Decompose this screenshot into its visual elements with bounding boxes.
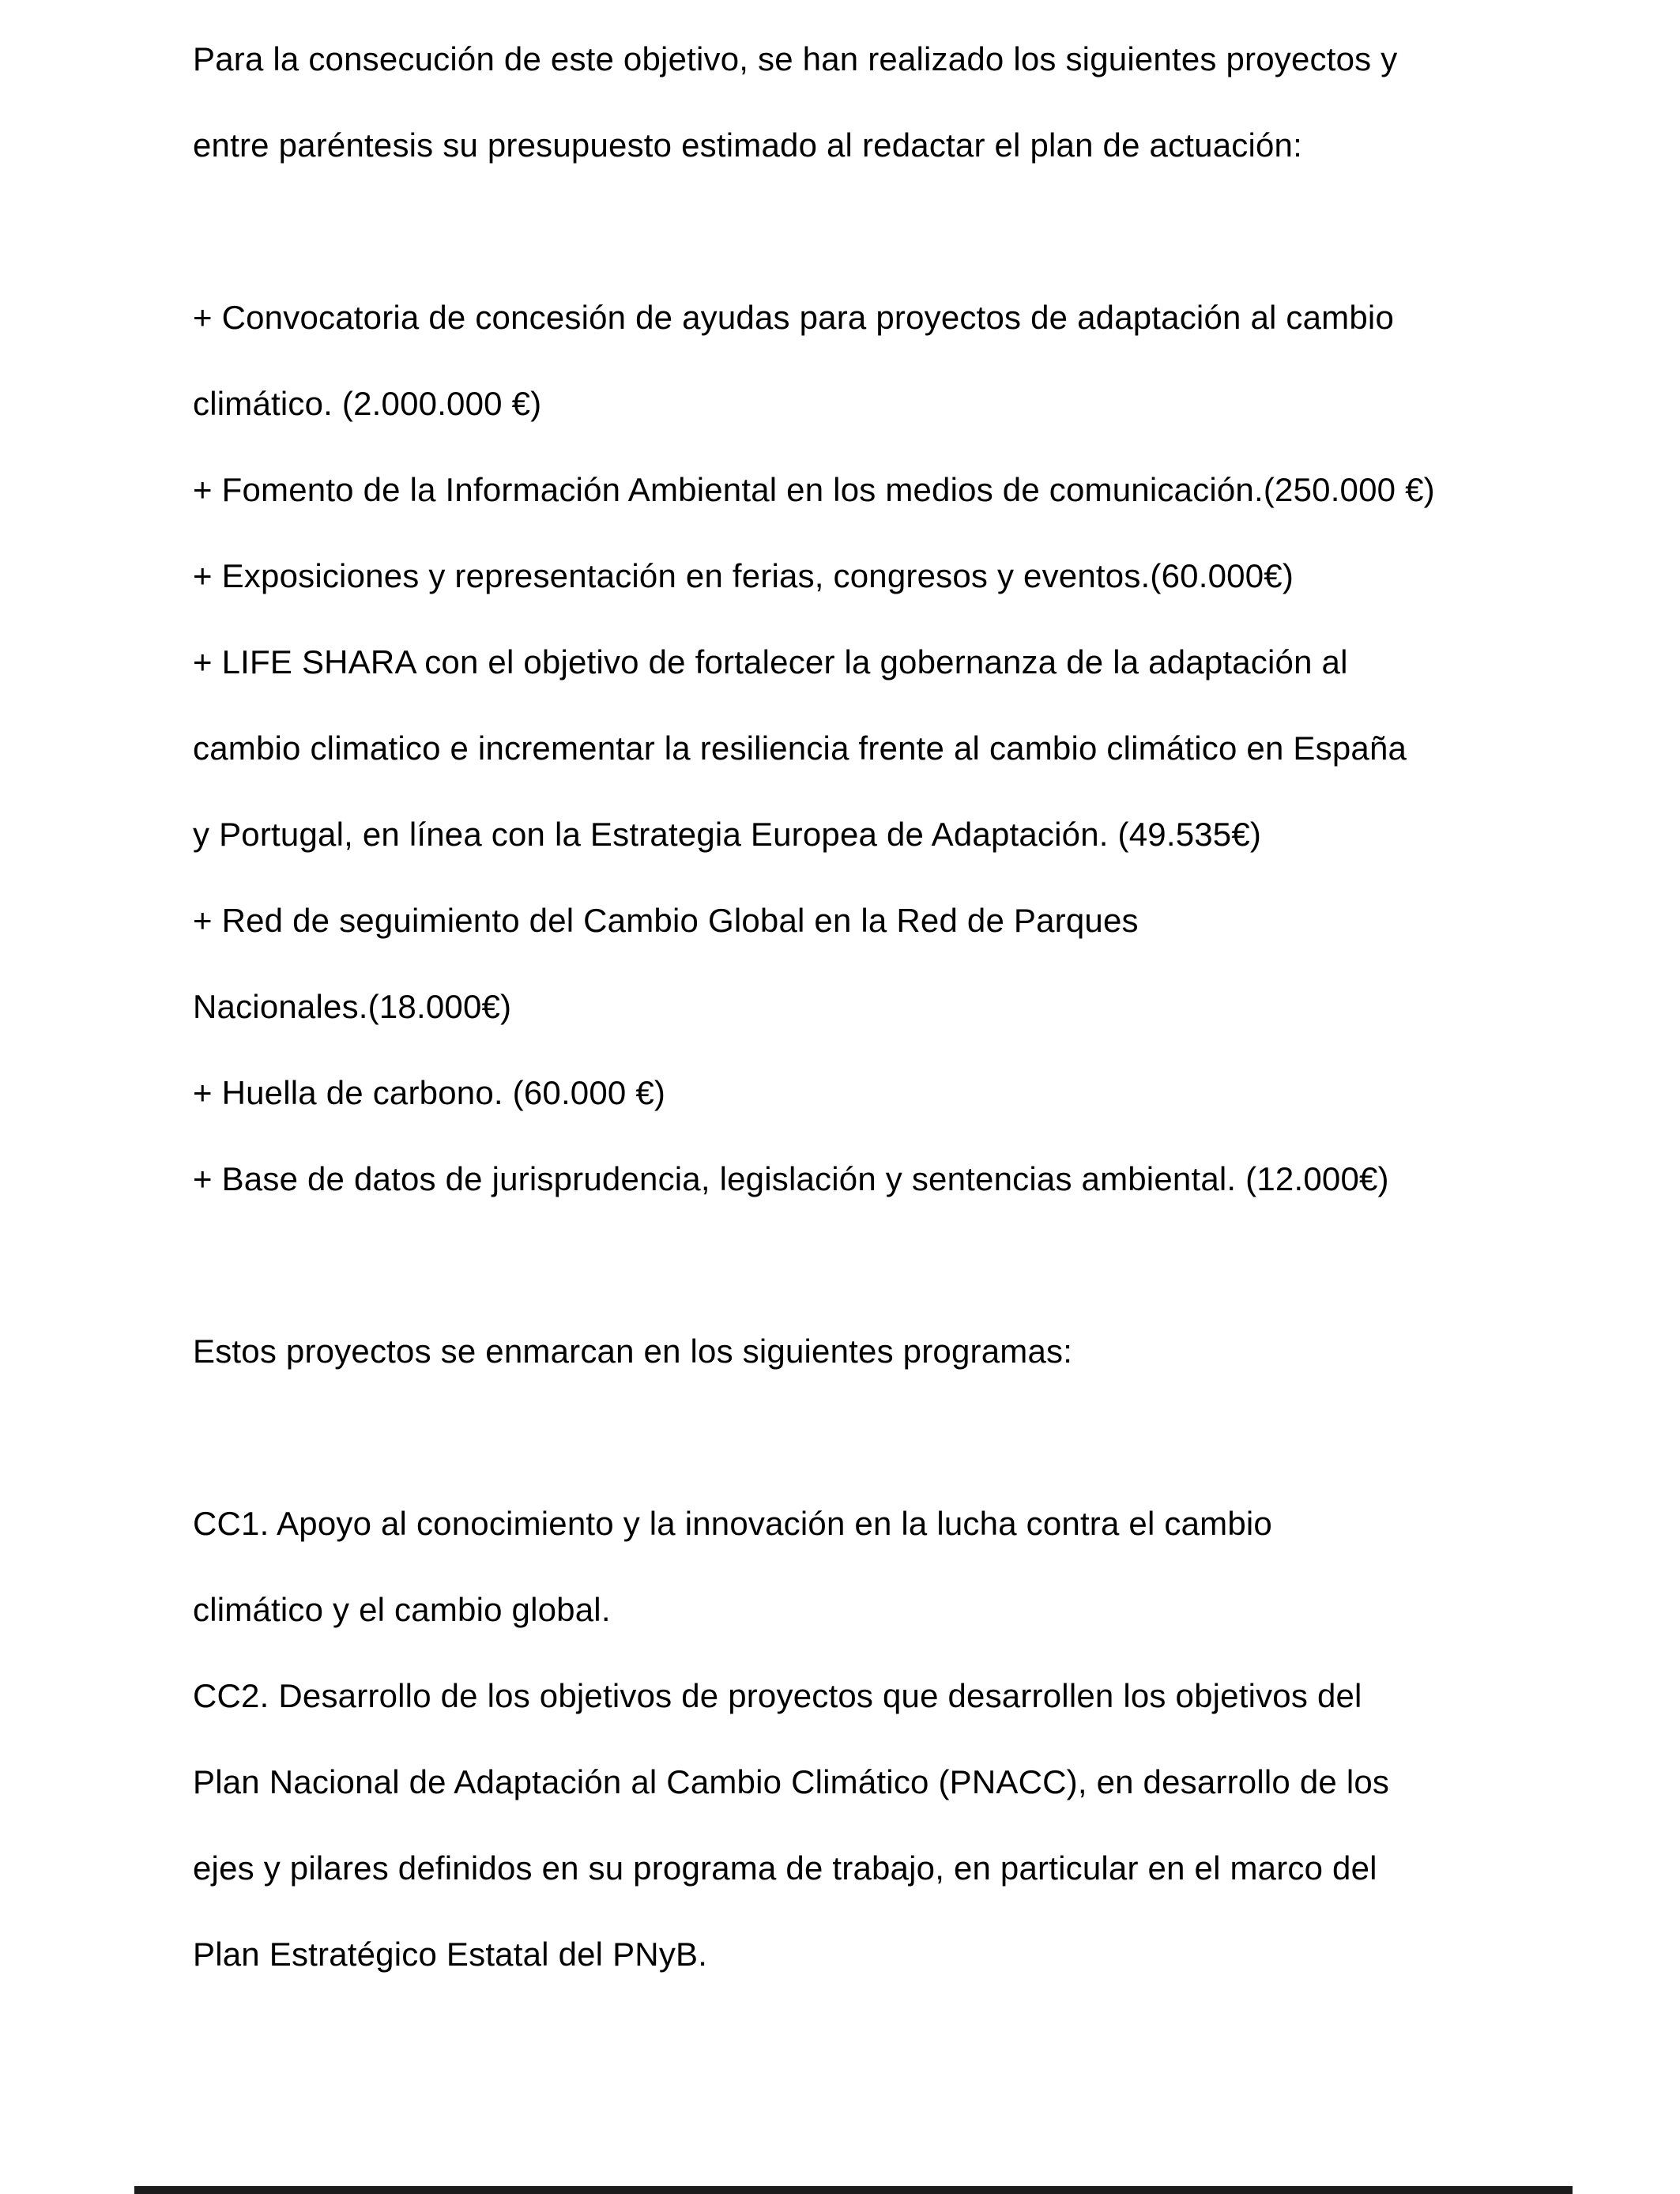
document-line: + Huella de carbono. (60.000 €) bbox=[193, 1074, 666, 1111]
document-line: Estos proyectos se enmarcan en los siguientes programas: bbox=[193, 1333, 1073, 1370]
document-line: CC2. Desarrollo de los objetivos de proyectos que desarrollen los objetivos del bbox=[193, 1677, 1362, 1714]
document-line: + LIFE SHARA con el objetivo de fortalecer la gobernanza de la adaptación al bbox=[193, 643, 1348, 680]
blank-line bbox=[193, 188, 1585, 274]
document-line: entre paréntesis su presupuesto estimado al redactar el plan de actuación: bbox=[193, 126, 1302, 164]
document-line: Plan Estratégico Estatal del PNyB. bbox=[193, 1936, 708, 1973]
document-text-block bbox=[193, 16, 1585, 1997]
document-line: cambio climatico e incrementar la resiliencia frente al cambio climático en España bbox=[193, 729, 1407, 767]
document-line: Para la consecución de este objetivo, se han realizado los siguientes proyectos y bbox=[193, 40, 1398, 77]
document-line: + Fomento de la Información Ambiental en los medios de comunicación.(250.000 €) bbox=[193, 471, 1435, 508]
document-line: + Convocatoria de concesión de ayudas para proyectos de adaptación al cambio bbox=[193, 299, 1395, 336]
next-content-edge-strip bbox=[134, 2186, 1573, 2194]
document-line: + Base de datos de jurisprudencia, legislación y sentencias ambiental. (12.000€) bbox=[193, 1160, 1389, 1197]
document-line: CC1. Apoyo al conocimiento y la innovación en la lucha contra el cambio bbox=[193, 1505, 1272, 1542]
blank-line bbox=[193, 1394, 1585, 1480]
document-line: ejes y pilares definidos en su programa de trabajo, en particular en el marco del bbox=[193, 1849, 1377, 1887]
document-line: climático. (2.000.000 €) bbox=[193, 385, 542, 422]
blank-line bbox=[193, 1222, 1585, 1308]
document-line: + Red de seguimiento del Cambio Global en la Red de Parques bbox=[193, 902, 1139, 939]
document-line: + Exposiciones y representación en ferias, congresos y eventos.(60.000€) bbox=[193, 557, 1294, 594]
document-line: Plan Nacional de Adaptación al Cambio Climático (PNACC), en desarrollo de los bbox=[193, 1763, 1390, 1800]
document-line: Nacionales.(18.000€) bbox=[193, 988, 512, 1025]
document-line: y Portugal, en línea con la Estrategia Europea de Adaptación. (49.535€) bbox=[193, 816, 1262, 853]
document-line: climático y el cambio global. bbox=[193, 1591, 611, 1628]
